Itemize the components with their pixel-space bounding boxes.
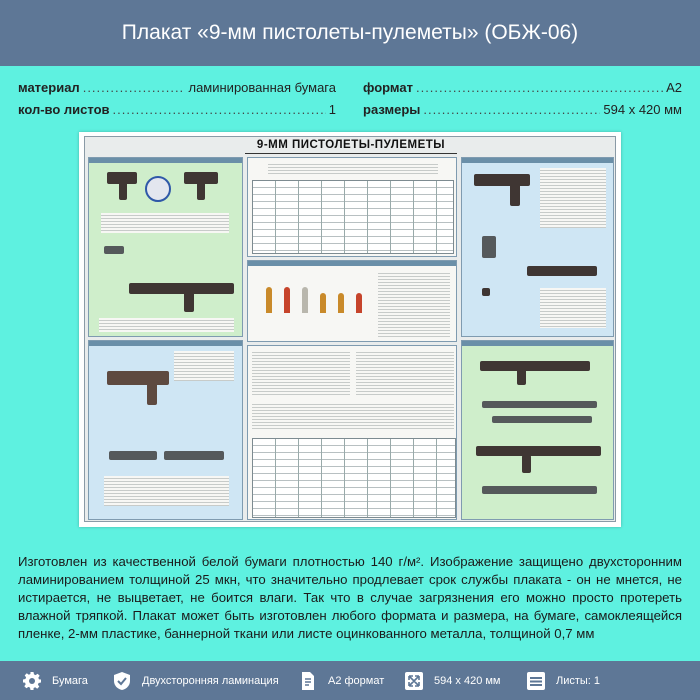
page-title: Плакат «9-мм пистолеты-пулеметы» (ОБЖ-06) bbox=[121, 21, 579, 44]
poster-panel-kiparis bbox=[461, 157, 614, 337]
poster-weapon-bizon bbox=[480, 361, 590, 371]
feature-lamination bbox=[112, 661, 279, 700]
feature-paper-label: Бумага bbox=[52, 674, 88, 687]
spec-format-label: формат bbox=[363, 80, 413, 95]
feature-lamination-label: Двухсторонняя ламинация bbox=[142, 674, 279, 687]
spec-material bbox=[18, 80, 336, 98]
poster-emblem bbox=[145, 176, 171, 202]
spec-size-value: 594 х 420 мм bbox=[603, 102, 682, 117]
page-header bbox=[0, 0, 700, 66]
feature-sheets-label: Листы: 1 bbox=[556, 674, 601, 687]
poster-weapon-pp90 bbox=[107, 371, 169, 385]
feature-size-label: 594 х 420 мм bbox=[434, 674, 501, 687]
poster-panel-kedr bbox=[88, 157, 243, 337]
poster-weapon-kedr-stock bbox=[129, 283, 234, 294]
feature-size bbox=[404, 661, 501, 700]
poster-rules bbox=[247, 345, 457, 520]
spec-format bbox=[363, 80, 682, 98]
spec-sheets bbox=[18, 102, 336, 120]
poster-panel-pp90 bbox=[88, 340, 243, 520]
poster-image[interactable] bbox=[79, 132, 621, 527]
spec-material-value: ламинированная бумага bbox=[188, 80, 336, 95]
feature-paper bbox=[22, 661, 88, 700]
feature-sheets bbox=[526, 661, 600, 700]
poster-cartridges bbox=[247, 260, 457, 342]
expand-arrows-icon bbox=[404, 671, 424, 691]
poster-specs-table bbox=[247, 157, 457, 257]
poster-panel-bizon bbox=[461, 340, 614, 520]
shield-check-icon bbox=[112, 671, 132, 691]
gear-icon bbox=[22, 671, 42, 691]
poster-sheet bbox=[84, 136, 616, 522]
spec-size-label: размеры bbox=[363, 102, 421, 117]
spec-material-label: материал bbox=[18, 80, 80, 95]
stack-layers-icon bbox=[526, 671, 546, 691]
spec-sheets-label: кол-во листов bbox=[18, 102, 110, 117]
spec-format-value: А2 bbox=[666, 80, 682, 95]
spec-sheets-value: 1 bbox=[328, 102, 336, 117]
feature-format-label: А2 формат bbox=[328, 674, 385, 687]
features-bar bbox=[0, 661, 700, 700]
poster-title: 9-ММ ПИСТОЛЕТЫ-ПУЛЕМЕТЫ bbox=[245, 139, 457, 154]
spec-size bbox=[363, 102, 682, 120]
feature-format bbox=[298, 661, 384, 700]
poster-weapon-kiparis bbox=[474, 174, 530, 186]
product-description: Изготовлен из качественной белой бумаги плотностью 140 г/м². Изображение защищено двухсторонним ламинированием толщиной 25 мкн, что значительно продлевает срок службы плаката - он не мнется, не истирается, не выцветает, не боится влаги. Так что в случае загрязнения его можно просто протереть влажной тряпкой. Плакат может быть изготовлен любого формата и размера, на бумаге, самоклеящейся пленке, 2-мм пластике, баннерной ткани или листе оцинкованного металла, толщиной 0,7 мм bbox=[18, 554, 682, 641]
document-icon bbox=[298, 671, 318, 691]
